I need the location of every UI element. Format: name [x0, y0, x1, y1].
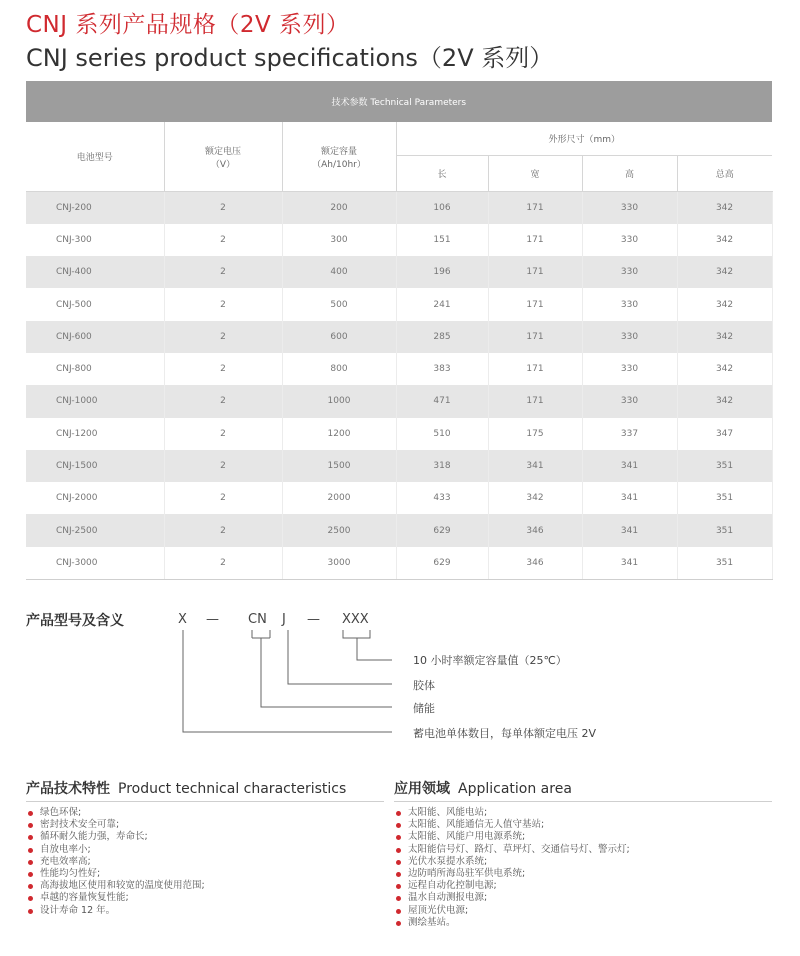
cell-height: 341 — [582, 450, 677, 482]
cell-total: 351 — [677, 482, 772, 514]
cell-model: CNJ-600 — [26, 321, 164, 353]
cell-capacity: 300 — [282, 224, 396, 256]
list-item-text: 循环耐久能力强，寿命长; — [40, 831, 148, 843]
bullet-dot-icon — [396, 921, 401, 926]
cell-width: 175 — [488, 418, 582, 450]
list-item — [394, 819, 630, 831]
cell-height: 330 — [582, 385, 677, 417]
list-item-text: 远程自动化控制电源; — [408, 880, 497, 892]
cell-width: 341 — [488, 450, 582, 482]
bullet-dot-icon — [396, 884, 401, 889]
list-item — [394, 868, 630, 880]
list-item-text: 太阳能信号灯、路灯、草坪灯、交通信号灯、警示灯; — [408, 843, 630, 855]
list-item-text: 性能均匀性好; — [40, 867, 101, 879]
bullet-dot-icon — [28, 848, 33, 853]
cell-capacity: 1000 — [282, 385, 396, 417]
list-item — [26, 868, 205, 880]
cell-model: CNJ-2000 — [26, 482, 164, 514]
list-item — [26, 880, 205, 892]
cell-model: CNJ-2500 — [26, 514, 164, 546]
list-item — [394, 917, 630, 929]
cell-total: 351 — [677, 514, 772, 546]
cell-length: 285 — [396, 321, 488, 353]
list-item — [26, 856, 205, 868]
cell-voltage: 2 — [164, 321, 282, 353]
cell-voltage: 2 — [164, 288, 282, 320]
cell-total: 351 — [677, 547, 772, 579]
cell-capacity: 1200 — [282, 418, 396, 450]
bullet-dot-icon — [28, 860, 33, 865]
label-cn: 储能 — [413, 702, 435, 715]
cell-length: 629 — [396, 514, 488, 546]
list-item — [394, 831, 630, 843]
cell-width: 171 — [488, 224, 582, 256]
code-dash-1: — — [206, 612, 219, 627]
cell-length: 383 — [396, 353, 488, 385]
list-item-text: 设计寿命 12 年。 — [40, 904, 116, 916]
cell-length: 318 — [396, 450, 488, 482]
cell-voltage: 2 — [164, 418, 282, 450]
cell-model: CNJ-300 — [26, 224, 164, 256]
list-item — [26, 844, 205, 856]
label-j: 胶体 — [413, 679, 435, 692]
cell-model: CNJ-400 — [26, 256, 164, 288]
cell-voltage: 2 — [164, 450, 282, 482]
cell-capacity: 1500 — [282, 450, 396, 482]
list-item-text: 密封技术安全可靠; — [40, 819, 120, 831]
cell-model: CNJ-800 — [26, 353, 164, 385]
list-item — [26, 819, 205, 831]
list-item — [394, 856, 630, 868]
bullet-dot-icon — [396, 909, 401, 914]
characteristics-divider — [26, 801, 384, 802]
cell-voltage: 2 — [164, 514, 282, 546]
cell-total: 342 — [677, 192, 772, 224]
list-item-text: 温水自动测报电源; — [408, 892, 488, 904]
cell-total: 342 — [677, 288, 772, 320]
cell-capacity: 600 — [282, 321, 396, 353]
page-title-en: CNJ series product specifications（2V 系列） — [26, 44, 554, 72]
cell-width: 346 — [488, 514, 582, 546]
col-header-voltage-line1: 额定电压 — [204, 146, 241, 157]
list-item — [26, 831, 205, 843]
bullet-dot-icon — [28, 909, 33, 914]
bullet-dot-icon — [28, 872, 33, 877]
connector-xxx — [343, 630, 392, 660]
bullet-dot-icon — [396, 896, 401, 901]
bullet-dot-icon — [396, 823, 401, 828]
col-header-capacity-line1: 额定容量 — [320, 146, 357, 157]
cell-length: 433 — [396, 482, 488, 514]
list-item-text: 太阳能、风能通信无人值守基站; — [408, 819, 545, 831]
list-item-text: 卓越的容量恢复性能; — [40, 892, 129, 904]
bullet-dot-icon — [28, 884, 33, 889]
connector-cn — [252, 630, 392, 707]
cell-total: 342 — [677, 224, 772, 256]
cell-width: 171 — [488, 353, 582, 385]
cell-height: 341 — [582, 514, 677, 546]
cell-model: CNJ-500 — [26, 288, 164, 320]
cell-height: 330 — [582, 321, 677, 353]
cell-length: 151 — [396, 224, 488, 256]
cell-width: 171 — [488, 192, 582, 224]
cell-total: 342 — [677, 321, 772, 353]
applications-title — [394, 778, 572, 798]
cell-capacity: 800 — [282, 353, 396, 385]
list-item — [26, 892, 205, 904]
list-item — [394, 807, 630, 819]
cell-width: 171 — [488, 321, 582, 353]
code-xxx: XXX — [342, 612, 369, 627]
list-item-text: 屋顶光伏电源; — [408, 904, 469, 916]
list-item-text: 高海拔地区使用和较宽的温度使用范围; — [40, 880, 205, 892]
list-item-text: 边防哨所海岛驻军供电系统; — [408, 867, 526, 879]
cell-voltage: 2 — [164, 482, 282, 514]
col-header-model: 电池型号 — [26, 122, 164, 192]
cell-height: 337 — [582, 418, 677, 450]
list-item — [26, 905, 205, 917]
list-item-text: 绿色环保; — [40, 807, 82, 818]
bullet-dot-icon — [396, 872, 401, 877]
cell-height: 330 — [582, 256, 677, 288]
cell-voltage: 2 — [164, 256, 282, 288]
list-item — [394, 880, 630, 892]
characteristics-title — [26, 778, 346, 798]
cell-height: 330 — [582, 353, 677, 385]
col-header-dimensions: 外形尺寸（mm） — [396, 122, 772, 156]
characteristics-title-en: Product technical characteristics — [118, 781, 347, 797]
cell-height: 330 — [582, 288, 677, 320]
cell-capacity: 500 — [282, 288, 396, 320]
col-header-length: 长 — [396, 156, 488, 192]
cell-total: 342 — [677, 385, 772, 417]
cell-voltage: 2 — [164, 385, 282, 417]
cell-model: CNJ-1000 — [26, 385, 164, 417]
bullet-dot-icon — [28, 835, 33, 840]
cell-voltage: 2 — [164, 353, 282, 385]
cell-voltage: 2 — [164, 192, 282, 224]
bullet-dot-icon — [396, 835, 401, 840]
cell-voltage: 2 — [164, 224, 282, 256]
code-j: J — [282, 612, 286, 627]
cell-total: 351 — [677, 450, 772, 482]
cell-height: 341 — [582, 547, 677, 579]
characteristics-list — [26, 807, 205, 917]
label-xxx: 10 小时率额定容量值（25℃） — [413, 654, 567, 667]
cell-width: 346 — [488, 547, 582, 579]
list-item-text: 自放电率小; — [40, 843, 91, 855]
cell-model: CNJ-3000 — [26, 547, 164, 579]
list-item-text: 太阳能、风能电站; — [408, 807, 488, 818]
cell-width: 171 — [488, 256, 582, 288]
cell-capacity: 3000 — [282, 547, 396, 579]
bullet-dot-icon — [28, 823, 33, 828]
list-item — [394, 905, 630, 917]
list-item — [394, 892, 630, 904]
table-banner: 技术参数 Technical Parameters — [26, 81, 772, 122]
cell-capacity: 2000 — [282, 482, 396, 514]
characteristics-title-cn: 产品技术特性 — [26, 781, 110, 797]
cell-height: 330 — [582, 192, 677, 224]
bullet-dot-icon — [28, 896, 33, 901]
applications-divider — [394, 801, 772, 802]
cell-total: 342 — [677, 353, 772, 385]
cell-height: 341 — [582, 482, 677, 514]
applications-title-en: Application area — [458, 781, 572, 797]
list-item-text: 测绘基站。 — [408, 916, 456, 928]
list-item-text: 充电效率高; — [40, 855, 91, 867]
cell-length: 106 — [396, 192, 488, 224]
code-cn: CN — [248, 612, 267, 627]
cell-model: CNJ-1200 — [26, 418, 164, 450]
bullet-dot-icon — [396, 811, 401, 816]
code-x: X — [178, 612, 187, 627]
cell-model: CNJ-1500 — [26, 450, 164, 482]
col-header-width: 宽 — [488, 156, 582, 192]
col-header-voltage-line2: （V） — [210, 159, 236, 170]
bullet-dot-icon — [396, 860, 401, 865]
list-item — [394, 844, 630, 856]
model-meaning-title: 产品型号及含义 — [26, 613, 124, 629]
label-x: 蓄电池单体数目，每单体额定电压 2V — [413, 727, 597, 740]
cell-width: 342 — [488, 482, 582, 514]
col-header-height: 高 — [582, 156, 677, 192]
col-header-capacity-line2: （Ah/10hr） — [312, 159, 366, 170]
cell-capacity: 200 — [282, 192, 396, 224]
cell-length: 241 — [396, 288, 488, 320]
list-item-text: 太阳能、风能户用电源系统; — [408, 831, 526, 843]
list-item-text: 光伏水泵提水系统; — [408, 855, 488, 867]
cell-capacity: 400 — [282, 256, 396, 288]
cell-length: 629 — [396, 547, 488, 579]
cell-height: 330 — [582, 224, 677, 256]
cell-length: 196 — [396, 256, 488, 288]
cell-voltage: 2 — [164, 547, 282, 579]
cell-model: CNJ-200 — [26, 192, 164, 224]
cell-width: 171 — [488, 288, 582, 320]
cell-length: 471 — [396, 385, 488, 417]
code-dash-2: — — [307, 612, 320, 627]
bullet-dot-icon — [28, 811, 33, 816]
applications-title-cn: 应用领域 — [394, 781, 450, 797]
cell-total: 342 — [677, 256, 772, 288]
cell-length: 510 — [396, 418, 488, 450]
bullet-dot-icon — [396, 848, 401, 853]
cell-capacity: 2500 — [282, 514, 396, 546]
list-item — [26, 807, 205, 819]
applications-list — [394, 807, 630, 929]
col-header-total-height: 总高 — [677, 156, 772, 192]
connector-j — [288, 630, 392, 684]
cell-total: 347 — [677, 418, 772, 450]
cell-width: 171 — [488, 385, 582, 417]
page-title-cn: CNJ 系列产品规格（2V 系列） — [26, 12, 350, 38]
